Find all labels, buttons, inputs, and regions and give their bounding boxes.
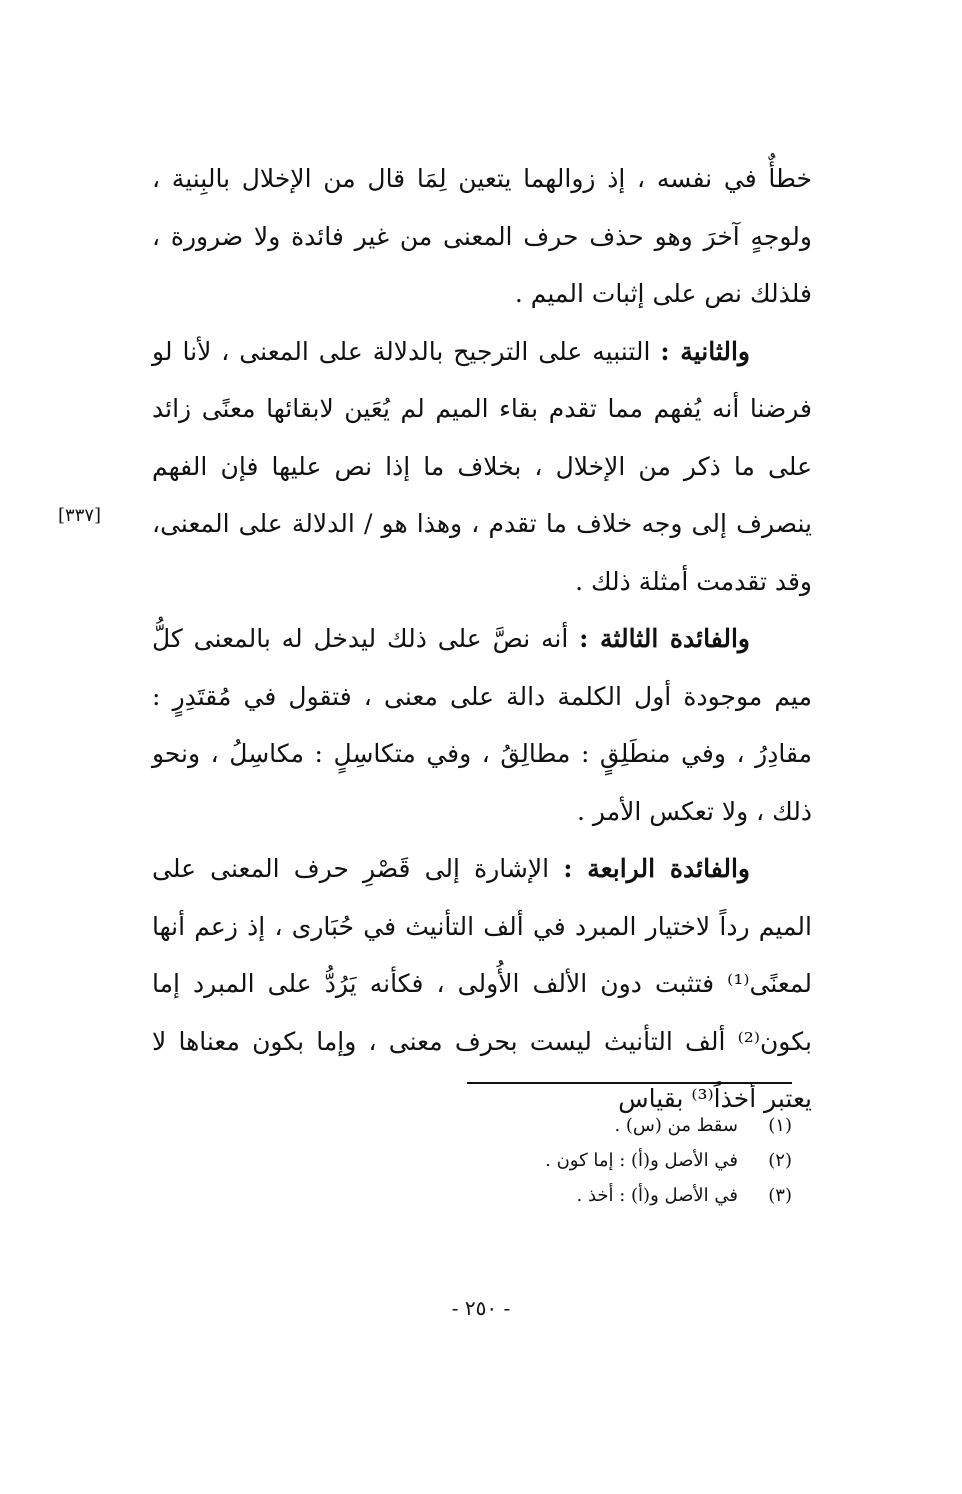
- paragraph-body: أنه نصَّ على ذلك ليدخل له بالمعنى كلُّ ميم موجودة أول الكلمة دالة على معنى ، فتقول في مُقتَدِرٍ : مقادِرُ ، وفي منطَلِقٍ : مطالِقُ ، وفي متكاسِلٍ : مكاسِلُ ، ونحو ذلك ، ولا تعكس الأمر .: [152, 624, 812, 826]
- main-text: [152, 150, 812, 1128]
- footnote-2: [192, 1143, 792, 1178]
- footnote-1: [192, 1108, 792, 1143]
- footnote-number: (٢): [768, 1150, 792, 1171]
- footnote-number: (٣): [768, 1185, 792, 1206]
- paragraph-body: الإشارة إلى قَصْرِ حرف المعنى على الميم رداً لاختيار المبرد في ألف التأنيث في حُبَارى ، إذ زعم أنها لمعنًى⁽¹⁾ فتثبت دون الألف الأُولى ، فكأنه يَرُدُّ على المبرد إما بكون⁽²⁾ ألف التأنيث ليست بحرف معنى ، وإما بكون معناها لا يعتبر أخذاً⁽³⁾ بقياس: [152, 854, 812, 1113]
- paragraph-body: التنبيه على الترجيح بالدلالة على المعنى ، لأنا لو فرضنا أنه يُفهم مما تقدم بقاء الميم لم يُعَين لابقائها معنًى زائد على ما ذكر من الإخلال ، بخلاف ما إذا نص عليها فإن الفهم ينصرف إلى وجه خلاف ما تقدم ، وهذا هو / الدلالة على المعنى، وقد تقدمت أمثلة ذلك .: [152, 336, 812, 596]
- paragraph-lead: والثانية :: [660, 336, 751, 366]
- footnote-text: سقط من (س) .: [614, 1115, 738, 1136]
- manuscript-folio-reference: [٣٣٧]: [58, 505, 102, 526]
- footnote-text: في الأصل و(أ) : إما كون .: [545, 1150, 738, 1171]
- page-number: - ٢٥٠ -: [451, 1296, 511, 1320]
- paragraph-body: خطأٌ في نفسه ، إذ زوالهما يتعين لِمَا قال من الإخلال بالبِنية ، ولوجهٍ آخرَ وهو حذف حرف المعنى من غير فائدة ولا ضرورة ، فلذلك نص على إثبات الميم .: [152, 164, 812, 308]
- paragraph-lead: والفائدة الثالثة :: [579, 624, 750, 653]
- paragraph-lead: والفائدة الرابعة :: [563, 854, 750, 883]
- footnote-3: [192, 1178, 792, 1213]
- footnote-separator: [467, 1082, 792, 1084]
- paragraph-1: [152, 150, 812, 323]
- footnote-number: (١): [768, 1115, 792, 1136]
- paragraph-3: [152, 610, 812, 840]
- footnotes: [192, 1108, 792, 1213]
- paragraph-4: [152, 840, 812, 1128]
- paragraph-2: [152, 323, 812, 611]
- footnote-text: في الأصل و(أ) : أخذ .: [576, 1185, 738, 1206]
